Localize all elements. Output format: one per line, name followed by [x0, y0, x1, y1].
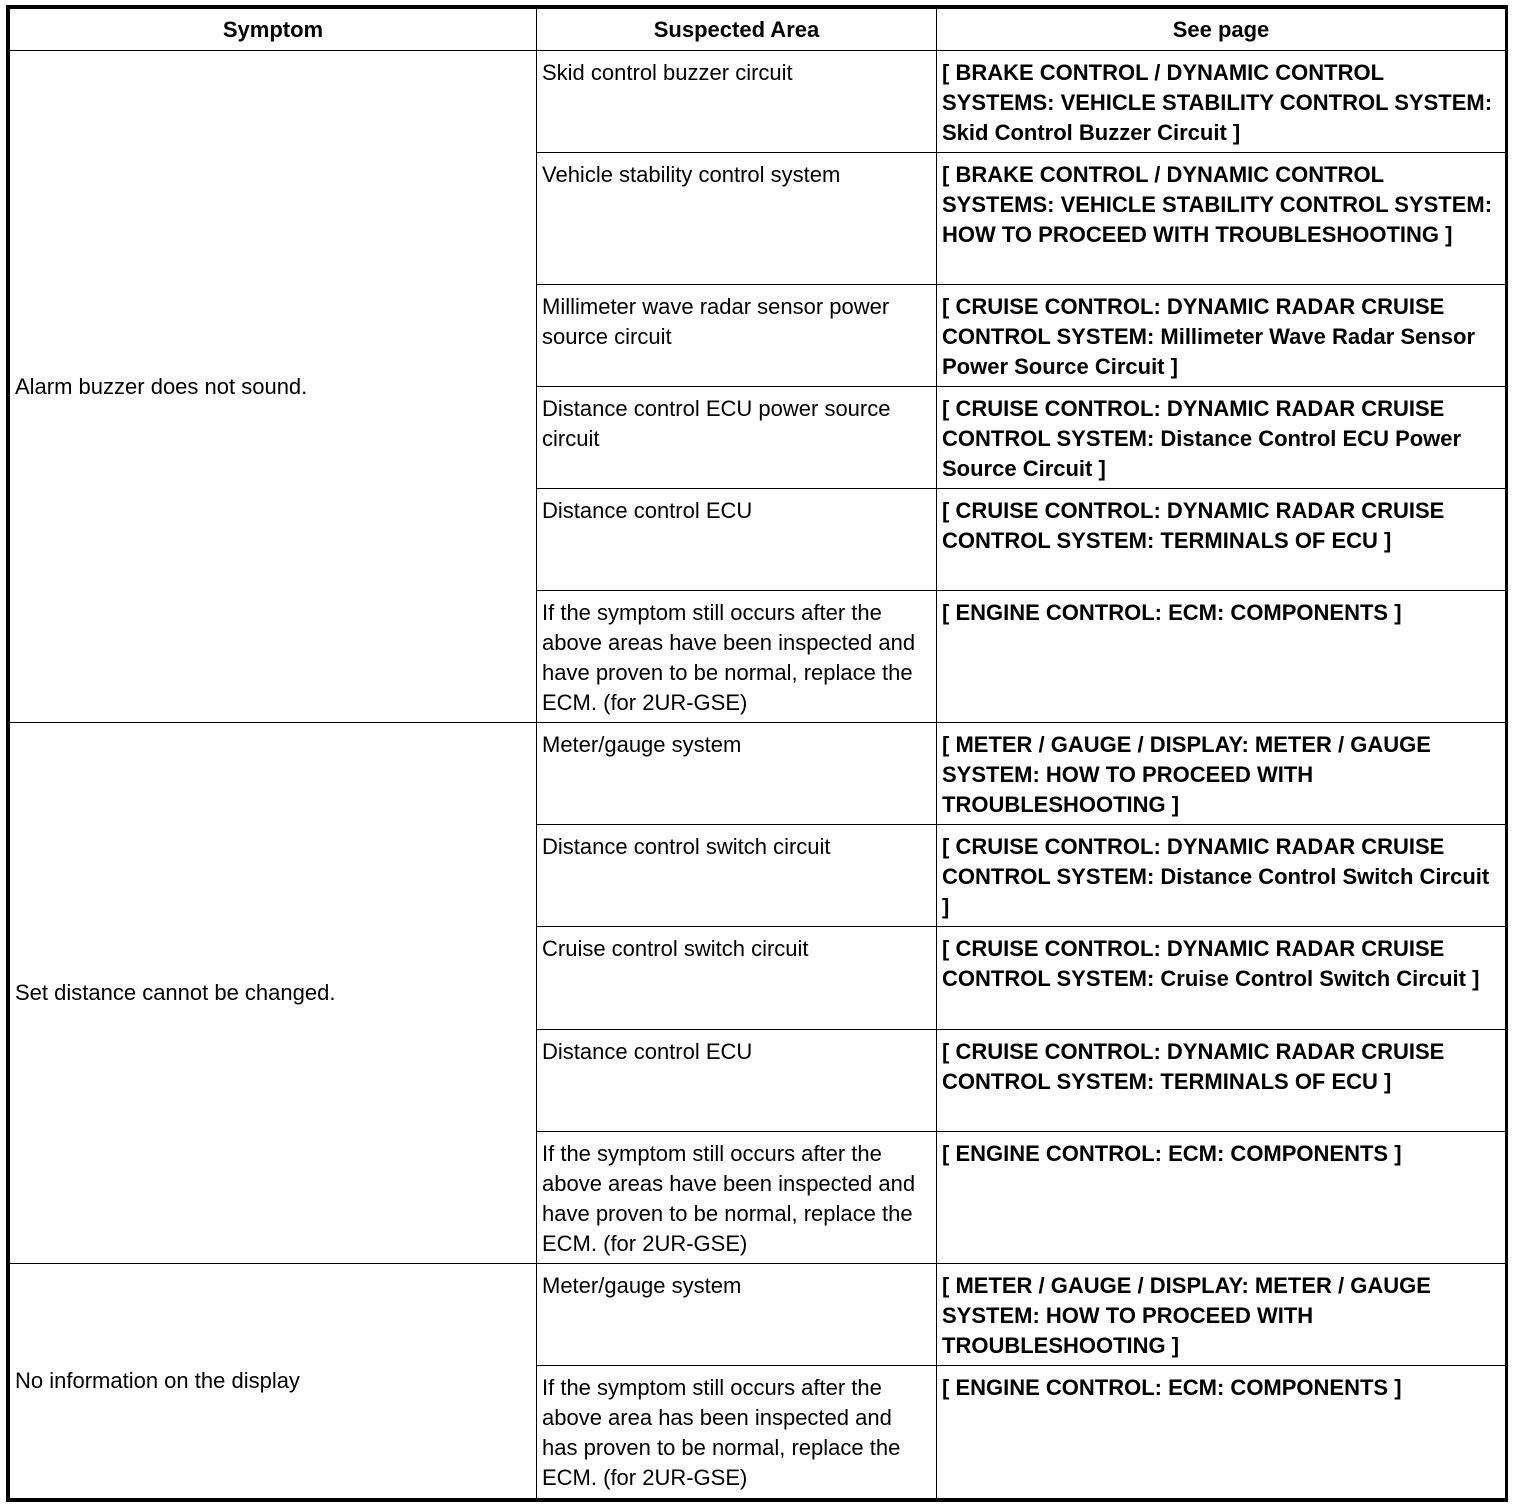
see-page-link[interactable]: [ CRUISE CONTROL: DYNAMIC RADAR CRUISE CONTROL SYSTEM: Distance Control Switch Circuit ]: [937, 825, 1506, 927]
header-row: [10, 9, 1506, 51]
suspected-area-cell: Skid control buzzer circuit: [537, 51, 937, 153]
symptom-cell: Set distance cannot be changed.: [10, 723, 537, 1264]
symptom-cell: Alarm buzzer does not sound.: [10, 51, 537, 723]
see-page-link[interactable]: [ BRAKE CONTROL / DYNAMIC CONTROL SYSTEMS: VEHICLE STABILITY CONTROL SYSTEM: HOW TO PROCEED WITH TROUBLESHOOTING ]: [937, 153, 1506, 285]
see-page-link[interactable]: [ CRUISE CONTROL: DYNAMIC RADAR CRUISE CONTROL SYSTEM: Distance Control ECU Power Source Circuit ]: [937, 387, 1506, 489]
troubleshooting-table-frame: [6, 5, 1508, 1502]
header-see-page: See page: [937, 9, 1506, 51]
problem-symptoms-table: [9, 8, 1506, 1499]
suspected-area-cell: Meter/gauge system: [537, 723, 937, 825]
suspected-area-cell: If the symptom still occurs after the above areas have been inspected and have proven to be normal, replace the ECM. (for 2UR-GSE): [537, 1132, 937, 1264]
see-page-link[interactable]: [ BRAKE CONTROL / DYNAMIC CONTROL SYSTEMS: VEHICLE STABILITY CONTROL SYSTEM: Skid Control Buzzer Circuit ]: [937, 51, 1506, 153]
suspected-area-cell: If the symptom still occurs after the above area has been inspected and has proven to be normal, replace the ECM. (for 2UR-GSE): [537, 1366, 937, 1499]
see-page-link[interactable]: [ ENGINE CONTROL: ECM: COMPONENTS ]: [937, 591, 1506, 723]
see-page-link[interactable]: [ CRUISE CONTROL: DYNAMIC RADAR CRUISE CONTROL SYSTEM: TERMINALS OF ECU ]: [937, 489, 1506, 591]
suspected-area-cell: Distance control ECU: [537, 489, 937, 591]
see-page-link[interactable]: [ ENGINE CONTROL: ECM: COMPONENTS ]: [937, 1132, 1506, 1264]
table-row: [10, 1264, 1506, 1366]
suspected-area-cell: If the symptom still occurs after the above areas have been inspected and have proven to be normal, replace the ECM. (for 2UR-GSE): [537, 591, 937, 723]
see-page-link[interactable]: [ METER / GAUGE / DISPLAY: METER / GAUGE SYSTEM: HOW TO PROCEED WITH TROUBLESHOOTING ]: [937, 723, 1506, 825]
suspected-area-cell: Meter/gauge system: [537, 1264, 937, 1366]
see-page-link[interactable]: [ ENGINE CONTROL: ECM: COMPONENTS ]: [937, 1366, 1506, 1499]
suspected-area-cell: Vehicle stability control system: [537, 153, 937, 285]
suspected-area-cell: Distance control ECU power source circuit: [537, 387, 937, 489]
suspected-area-cell: Distance control ECU: [537, 1030, 937, 1132]
table-row: [10, 51, 1506, 153]
suspected-area-cell: Cruise control switch circuit: [537, 927, 937, 1030]
suspected-area-cell: Millimeter wave radar sensor power source circuit: [537, 285, 937, 387]
table-row: [10, 723, 1506, 825]
symptom-cell: No information on the display: [10, 1264, 537, 1499]
suspected-area-cell: Distance control switch circuit: [537, 825, 937, 927]
header-symptom: Symptom: [10, 9, 537, 51]
see-page-link[interactable]: [ CRUISE CONTROL: DYNAMIC RADAR CRUISE CONTROL SYSTEM: TERMINALS OF ECU ]: [937, 1030, 1506, 1132]
see-page-link[interactable]: [ METER / GAUGE / DISPLAY: METER / GAUGE SYSTEM: HOW TO PROCEED WITH TROUBLESHOOTING ]: [937, 1264, 1506, 1366]
see-page-link[interactable]: [ CRUISE CONTROL: DYNAMIC RADAR CRUISE CONTROL SYSTEM: Cruise Control Switch Circuit ]: [937, 927, 1506, 1030]
see-page-link[interactable]: [ CRUISE CONTROL: DYNAMIC RADAR CRUISE CONTROL SYSTEM: Millimeter Wave Radar Sensor Power Source Circuit ]: [937, 285, 1506, 387]
header-suspected-area: Suspected Area: [537, 9, 937, 51]
